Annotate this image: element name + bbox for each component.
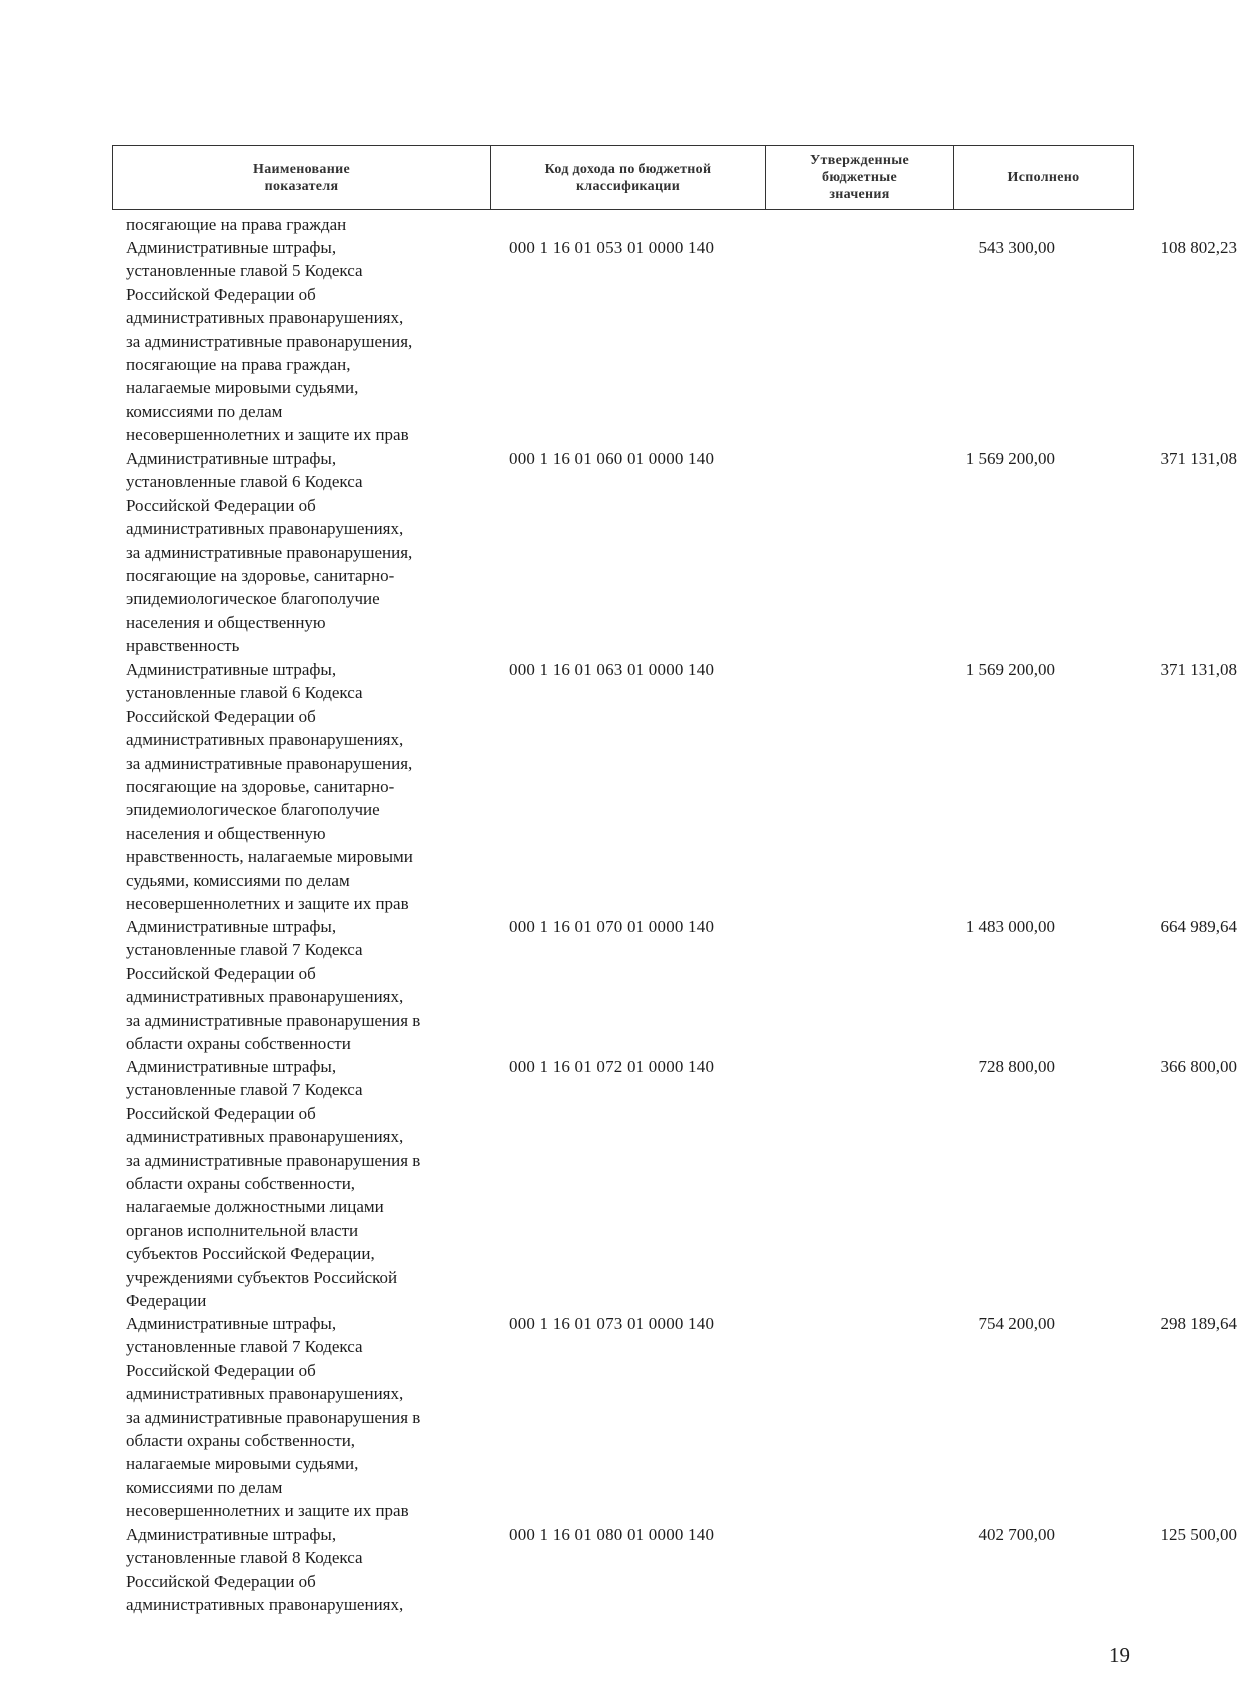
row-approved: 543 300,00	[978, 238, 1055, 257]
row-executed: 366 800,00	[1160, 1057, 1237, 1076]
page-number: 19	[1109, 1643, 1130, 1667]
table-header	[112, 145, 1134, 210]
row-approved: 402 700,00	[978, 1525, 1055, 1544]
row-name: Административные штрафы, установленные главой 7 Кодекса Российской Федерации об административных правонарушениях, за административные правонарушения в области охраны собственности	[126, 917, 421, 1054]
row-name: Административные штрафы, установленные главой 7 Кодекса Российской Федерации об административных правонарушениях, за административные правонарушения в области охраны собственности, налагаемые мировыми судьями, комиссиями по делам несовершеннолетних и защите их прав	[126, 1314, 421, 1521]
header-code: Код дохода по бюджетной классификации	[491, 146, 766, 209]
row-name: Административные штрафы, установленные главой 8 Кодекса Российской Федерации об административных правонарушениях,	[126, 1525, 404, 1615]
row-executed: 371 131,08	[1160, 449, 1237, 468]
row-code: 000 1 16 01 080 01 0000 140	[509, 1525, 715, 1544]
row-executed: 108 802,23	[1160, 238, 1237, 257]
row-approved: 1 483 000,00	[965, 917, 1055, 936]
row-approved: 1 569 200,00	[965, 449, 1055, 468]
row-code: 000 1 16 01 072 01 0000 140	[509, 1057, 715, 1076]
row-code: 000 1 16 01 060 01 0000 140	[509, 449, 715, 468]
row-code: 000 1 16 01 073 01 0000 140	[509, 1314, 715, 1333]
row-code: 000 1 16 01 063 01 0000 140	[509, 660, 715, 679]
header-executed: Исполнено	[1007, 170, 1080, 185]
row-code: 000 1 16 01 053 01 0000 140	[509, 238, 715, 257]
row-approved: 728 800,00	[978, 1057, 1055, 1076]
row-executed: 371 131,08	[1160, 660, 1237, 679]
row-name: Административные штрафы, установленные главой 6 Кодекса Российской Федерации об административных правонарушениях, за административные правонарушения, посягающие на здоровье, санитарно- эпидемиологическое благополучие населения и общественную нравственность	[126, 449, 413, 656]
row-name: Административные штрафы, установленные главой 5 Кодекса Российской Федерации об административных правонарушениях, за административные правонарушения, посягающие на права граждан, налагаемые мировыми судьями, комиссиями по делам несовершеннолетних и защите их прав	[126, 238, 413, 445]
row-approved: 754 200,00	[978, 1314, 1055, 1333]
header-name: Наименование показателя	[113, 146, 491, 209]
row-executed: 125 500,00	[1160, 1525, 1237, 1544]
row-name: посягающие на права граждан	[126, 215, 347, 234]
row-executed: 664 989,64	[1160, 917, 1237, 936]
row-code: 000 1 16 01 070 01 0000 140	[509, 917, 715, 936]
row-name: Административные штрафы, установленные главой 7 Кодекса Российской Федерации об административных правонарушениях, за административные правонарушения в области охраны собственности, налагаемые должностными лицами органов исполнительной власти субъектов Российской Федерации, учреждениями субъектов Российской Федерации	[126, 1057, 421, 1311]
row-name: Административные штрафы, установленные главой 6 Кодекса Российской Федерации об административных правонарушениях, за административные правонарушения, посягающие на здоровье, санитарно- эпидемиологическое благополучие населения и общественную нравственность, налагаемые мировыми судьями, комиссиями по делам несовершеннолетних и защите их прав	[126, 660, 413, 914]
row-executed: 298 189,64	[1160, 1314, 1237, 1333]
header-approved: Утвержденные бюджетные значения	[766, 146, 954, 209]
row-approved: 1 569 200,00	[965, 660, 1055, 679]
